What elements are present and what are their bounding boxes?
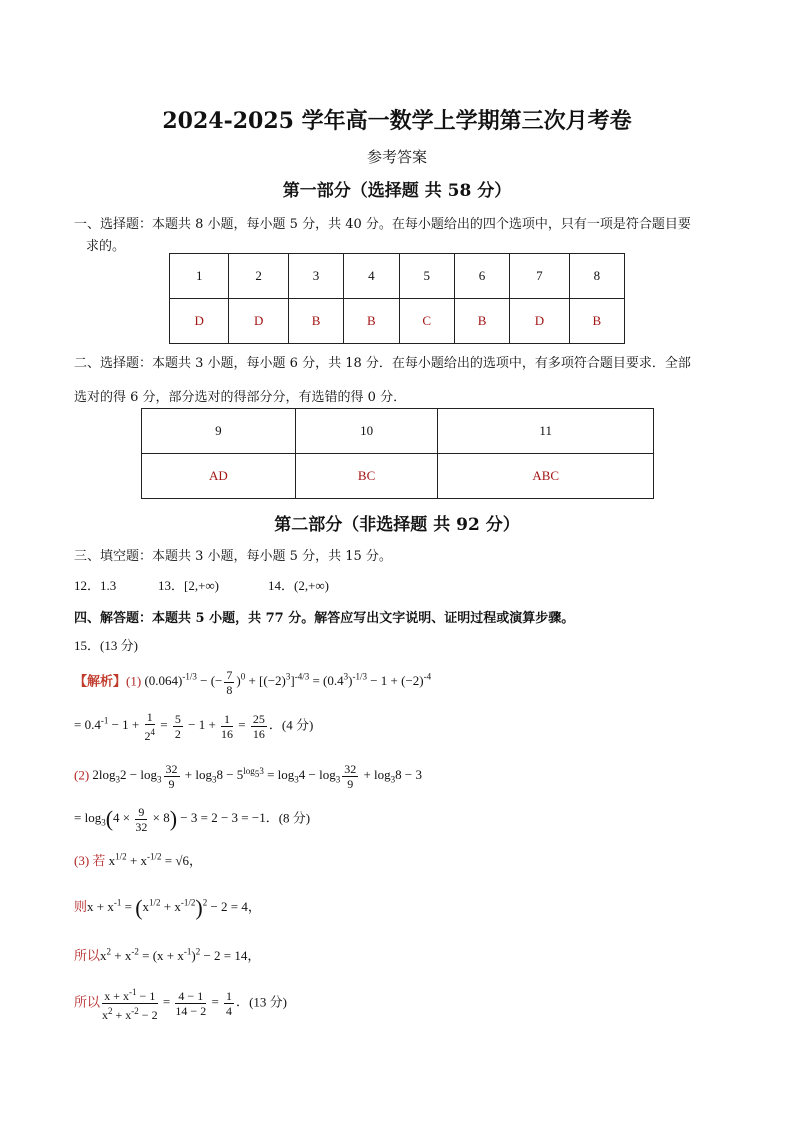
table1-answer: B bbox=[344, 299, 399, 344]
part1-heading: 第一部分（选择题 共 58 分） bbox=[282, 181, 512, 201]
part3-condition: $x^{1/2} + x^{-1/2} = √6$， bbox=[108, 851, 202, 868]
section2-line2: 选对的得 6 分，部分选对的得部分分，有选错的得 0 分． bbox=[74, 390, 407, 405]
q15-header: 15．(13 分) bbox=[74, 638, 138, 653]
table2-answer: ABC bbox=[438, 454, 654, 499]
analysis-label: 【解析】 bbox=[74, 673, 127, 689]
part1-expression: $(0.064)^{-1/3}$ − (− $\frac{7}{8}$ )$^0 + [(-2)^3]^{-4/3} = (0.4^3)^{-1/3} - 1 + (-2)^{-4}$ bbox=[144, 668, 432, 697]
part1-score: (4 分) bbox=[281, 717, 314, 733]
table1-num: 1 bbox=[170, 254, 229, 299]
part3-step1: $x + x^{-1} = (x^{1/2} + x^{-1/2})^2 - 2 = 4$， bbox=[87, 895, 261, 920]
table1-answer: B bbox=[569, 299, 624, 344]
answer-table-1 bbox=[169, 253, 625, 344]
section4-text: 四、解答题：本题共 5 小题，共 77 分。解答应写出文字说明、证明过程或演算步骤。 bbox=[74, 611, 575, 626]
table1-answer: D bbox=[229, 299, 288, 344]
table1-num: 6 bbox=[454, 254, 509, 299]
part3-step2: $x^2 + x^{-2} = (x + x^{-1})^2 - 2 = 14$， bbox=[100, 946, 261, 963]
so-label-2: 所以 bbox=[74, 994, 101, 1010]
solution-part3-line3 bbox=[74, 945, 260, 964]
section1-line2: 求的。 bbox=[86, 239, 126, 254]
table1-num: 5 bbox=[399, 254, 454, 299]
part2-expression: $2\log_32 - \log_3$ $\frac{32}{9}$ + $\log_38 - 5^{log_53} = \log_34 - \log_3$ $\frac{32}{9}$ + $\log_38 - 3$ bbox=[92, 762, 423, 791]
table2-num: 10 bbox=[295, 409, 438, 454]
part2-label: (2) bbox=[74, 767, 90, 783]
solution-part3-line1 bbox=[74, 850, 202, 869]
solution-part2-line1 bbox=[74, 762, 422, 791]
fill-answer-12: 12．1.3 bbox=[74, 578, 117, 593]
so-label-1: 所以 bbox=[74, 948, 101, 963]
fill-answer-14: 14．(2,+∞) bbox=[268, 578, 330, 593]
page-subtitle: 参考答案 bbox=[366, 148, 427, 166]
part2-heading: 第二部分（非选择题 共 92 分） bbox=[274, 515, 520, 535]
table1-answer: D bbox=[510, 299, 569, 344]
table1-num: 2 bbox=[229, 254, 288, 299]
section2-line1: 二、选择题：本题共 3 小题，每小题 6 分，共 18 分．在每小题给出的选项中，有多项符合题目要求．全部 bbox=[74, 356, 691, 371]
table2-answer-row bbox=[142, 454, 654, 499]
table2-num: 9 bbox=[142, 409, 296, 454]
table1-answer-row bbox=[170, 299, 625, 344]
table1-num: 7 bbox=[510, 254, 569, 299]
table2-answer: AD bbox=[142, 454, 296, 499]
table1-num: 8 bbox=[569, 254, 624, 299]
part3-step3: $\frac{x + x^{-1} - 1}{x^2 + x^{-2} - 2}$ = $\frac{4 - 1}{14 - 2}$ = $\frac{1}{4}$ ． bbox=[102, 987, 250, 1022]
solution-part1-line2 bbox=[74, 710, 313, 743]
section1-line1: 一、选择题：本题共 8 小题，每小题 5 分，共 40 分。在每小题给出的四个选项中，只有一项是符合题目要 bbox=[74, 217, 691, 232]
table1-answer: D bbox=[170, 299, 229, 344]
part2-result: = $\log_3(4$ × $\frac{9}{32}$ × 8) − 3 = 2 − 3 = −1． bbox=[74, 805, 279, 834]
solution-part3-line2 bbox=[74, 895, 261, 921]
table1-answer: B bbox=[454, 299, 509, 344]
solution-part2-line2 bbox=[74, 805, 310, 834]
part3-score: (13 分) bbox=[249, 994, 287, 1010]
table2-answer: BC bbox=[295, 454, 438, 499]
table1-num: 3 bbox=[288, 254, 343, 299]
part3-label: (3) 若 bbox=[74, 853, 106, 868]
table2-number-row bbox=[142, 409, 654, 454]
answer-table-2 bbox=[141, 408, 654, 499]
table1-number-row bbox=[170, 254, 625, 299]
solution-part3-line4 bbox=[74, 985, 287, 1022]
then-label: 则 bbox=[74, 898, 88, 914]
fill-answer-13: 13．[2,+∞) bbox=[158, 578, 220, 593]
page-title: 2024-2025 学年高一数学上学期第三次月考卷 bbox=[162, 108, 632, 134]
table1-answer: C bbox=[399, 299, 454, 344]
section3-text: 三、填空题：本题共 3 小题，每小题 5 分，共 15 分。 bbox=[74, 549, 392, 564]
table1-num: 4 bbox=[344, 254, 399, 299]
part1-result: = $0.4^{-1} - 1$ + $\frac{1}{2^4}$ = $\frac{5}{2}$ − 1 + $\frac{1}{16}$ = $\frac{25}{16}$ ． bbox=[74, 710, 282, 743]
solution-part1-line1 bbox=[74, 668, 431, 697]
table2-num: 11 bbox=[438, 409, 654, 454]
table1-answer: B bbox=[288, 299, 343, 344]
part1-label: (1) bbox=[126, 673, 142, 689]
part2-score: (8 分) bbox=[278, 810, 311, 826]
